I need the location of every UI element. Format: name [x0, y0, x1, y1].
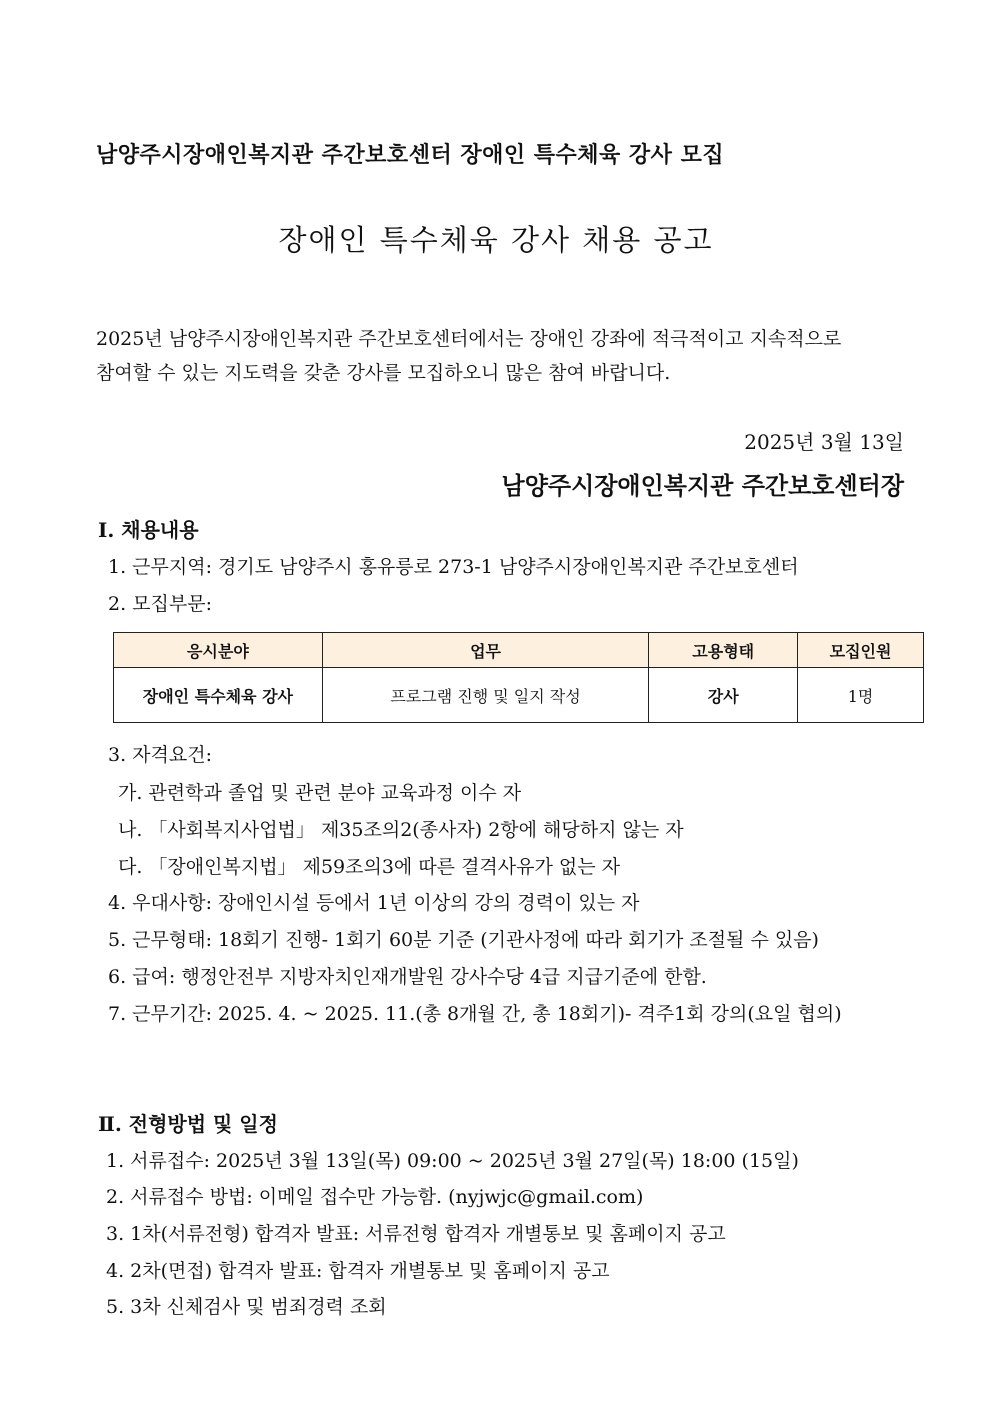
table-cell-field: 장애인 특수체육 강사: [114, 668, 323, 723]
table-header-row: [114, 633, 924, 668]
list-item-schedule: 1. 서류접수: 2025년 3월 13일(목) 09:00 ~ 2025년 3월 27일(목) 18:00 (15일): [106, 1150, 799, 1172]
list-item-qualifications: 3. 자격요건:: [108, 744, 212, 766]
sub-item-qualification: 가. 관련학과 졸업 및 관련 분야 교육과정 이수 자: [118, 782, 522, 804]
table-row: [114, 668, 924, 723]
list-item-recruitment-field: 2. 모집부문:: [108, 593, 212, 615]
list-item-work-period: 7. 근무기간: 2025. 4. ~ 2025. 11.(총 8개월 간, 총 18회기)- 격주1회 강의(요일 협의): [108, 1003, 842, 1025]
issuer-name: 남양주시장애인복지관 주간보호센터장: [501, 471, 904, 500]
announcement-date: 2025년 3월 13일: [744, 430, 904, 454]
list-item-preference: 4. 우대사항: 장애인시설 등에서 1년 이상의 강의 경력이 있는 자: [108, 892, 640, 914]
intro-line: 참여할 수 있는 지도력을 갖춘 강사를 모집하오니 많은 참여 바랍니다.: [96, 362, 671, 384]
table-cell-duty: 프로그램 진행 및 일지 작성: [322, 668, 649, 723]
sub-item-qualification: 나. 「사회복지사업법」 제35조의2(종사자) 2항에 해당하지 않는 자: [118, 819, 684, 841]
list-item-schedule: 2. 서류접수 방법: 이메일 접수만 가능함. (nyjwjc@gmail.com): [106, 1186, 644, 1208]
sub-item-qualification: 다. 「장애인복지법」 제59조의3에 따른 결격사유가 없는 자: [118, 856, 620, 878]
list-item-schedule: 5. 3차 신체검사 및 범죄경력 조회: [106, 1296, 387, 1318]
column-header: 업무: [322, 633, 649, 668]
intro-paragraph: [96, 322, 926, 390]
list-item-work-type: 5. 근무형태: 18회기 진행- 1회기 60분 기준 (기관사정에 따라 회기가 조절될 수 있음): [108, 929, 819, 951]
list-item-salary: 6. 급여: 행정안전부 지방자치인재개발원 강사수당 4급 지급기준에 한함.: [108, 966, 707, 988]
column-header: 모집인원: [798, 633, 924, 668]
column-header: 고용형태: [649, 633, 798, 668]
column-header: 응시분야: [114, 633, 323, 668]
table-cell-headcount: 1명: [798, 668, 924, 723]
list-item-work-location: 1. 근무지역: 경기도 남양주시 홍유릉로 273-1 남양주시장애인복지관 주간보호센터: [108, 556, 799, 578]
section-heading-selection: Ⅱ. 전형방법 및 일정: [98, 1112, 278, 1136]
section-heading-recruitment: Ⅰ. 채용내용: [98, 518, 199, 542]
list-item-schedule: 3. 1차(서류전형) 합격자 발표: 서류전형 합격자 개별통보 및 홈페이지 공고: [106, 1223, 726, 1245]
list-item-schedule: 4. 2차(면접) 합격자 발표: 합격자 개별통보 및 홈페이지 공고: [106, 1260, 610, 1282]
recruitment-table: [113, 632, 924, 723]
page-title: 장애인 특수체육 강사 채용 공고: [278, 223, 714, 257]
table-cell-employment-type: 강사: [649, 668, 798, 723]
header-title: 남양주시장애인복지관 주간보호센터 장애인 특수체육 강사 모집: [96, 142, 725, 168]
intro-line: 2025년 남양주시장애인복지관 주간보호센터에서는 장애인 강좌에 적극적이고 지속적으로: [96, 328, 842, 350]
